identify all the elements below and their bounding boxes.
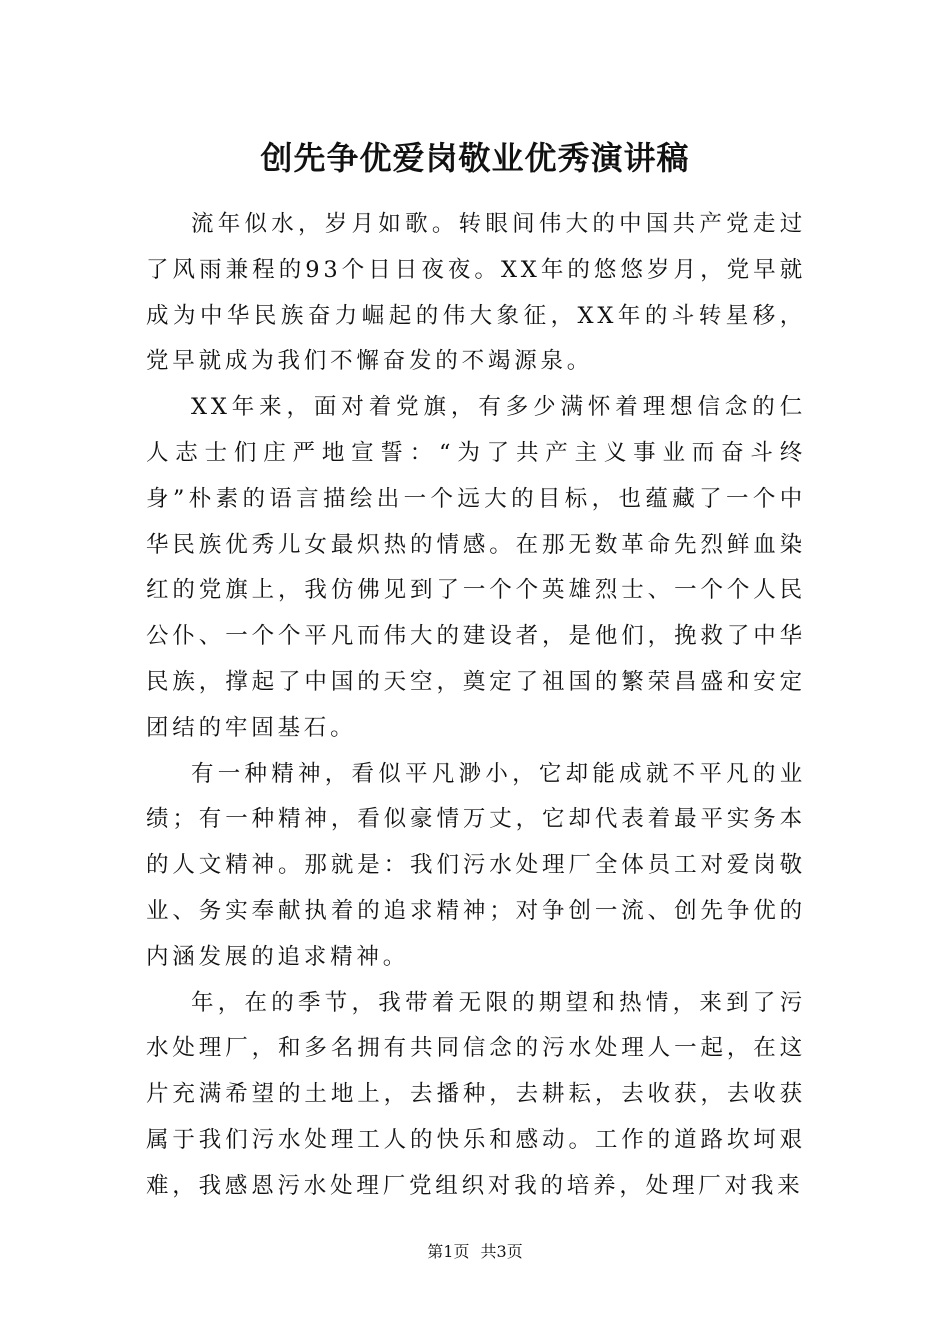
paragraph: 流年似水，岁月如歌。转眼间伟大的中国共产党走过了风雨兼程的93个日日夜夜。XX年的悠悠岁月，党早就成为中华民族奋力崛起的伟大象征，XX年的斗转星移，党早就成为我们不懈奋发的不竭源泉。 (146, 211, 806, 375)
page-footer (0, 1240, 950, 1264)
paragraph: XX年来，面对着党旗，有多少满怀着理想信念的仁人志士们庄严地宣誓：“为了共产主义事业而奋斗终身”朴素的语言描绘出一个远大的目标，也蕴藏了一个中华民族优秀儿女最炽热的情感。在那无数革命先烈鲜血染红的党旗上，我仿佛见到了一个个英雄烈士、一个个人民公仆、一个个平凡而伟大的建设者，是他们，挽救了中华民族，撑起了中国的天空，奠定了祖国的繁荣昌盛和安定团结的牢固基石。 (146, 394, 806, 741)
page-total: 共3页 (480, 1242, 523, 1261)
paragraph: 年，在的季节，我带着无限的期望和热情，来到了污水处理厂，和多名拥有共同信念的污水处理人一起，在这片充满希望的土地上，去播种，去耕耘，去收获，去收获属于我们污水处理工人的快乐和感动。工作的道路坎坷艰难，我感恩污水处理厂党组织对我的培养，处理厂对我来 (146, 989, 806, 1199)
document-title: 创先争优爱岗敬业优秀演讲稿 (260, 139, 690, 177)
page-number: 第1页 (427, 1242, 470, 1261)
paragraph: 有一种精神，看似平凡渺小，它却能成就不平凡的业绩；有一种精神，看似豪情万丈，它却代表着最平实务本的人文精神。那就是：我们污水处理厂全体员工对爱岗敬业、务实奉献执着的追求精神；对争创一流、创先争优的内涵发展的追求精神。 (146, 760, 806, 970)
document-body (146, 202, 806, 1210)
